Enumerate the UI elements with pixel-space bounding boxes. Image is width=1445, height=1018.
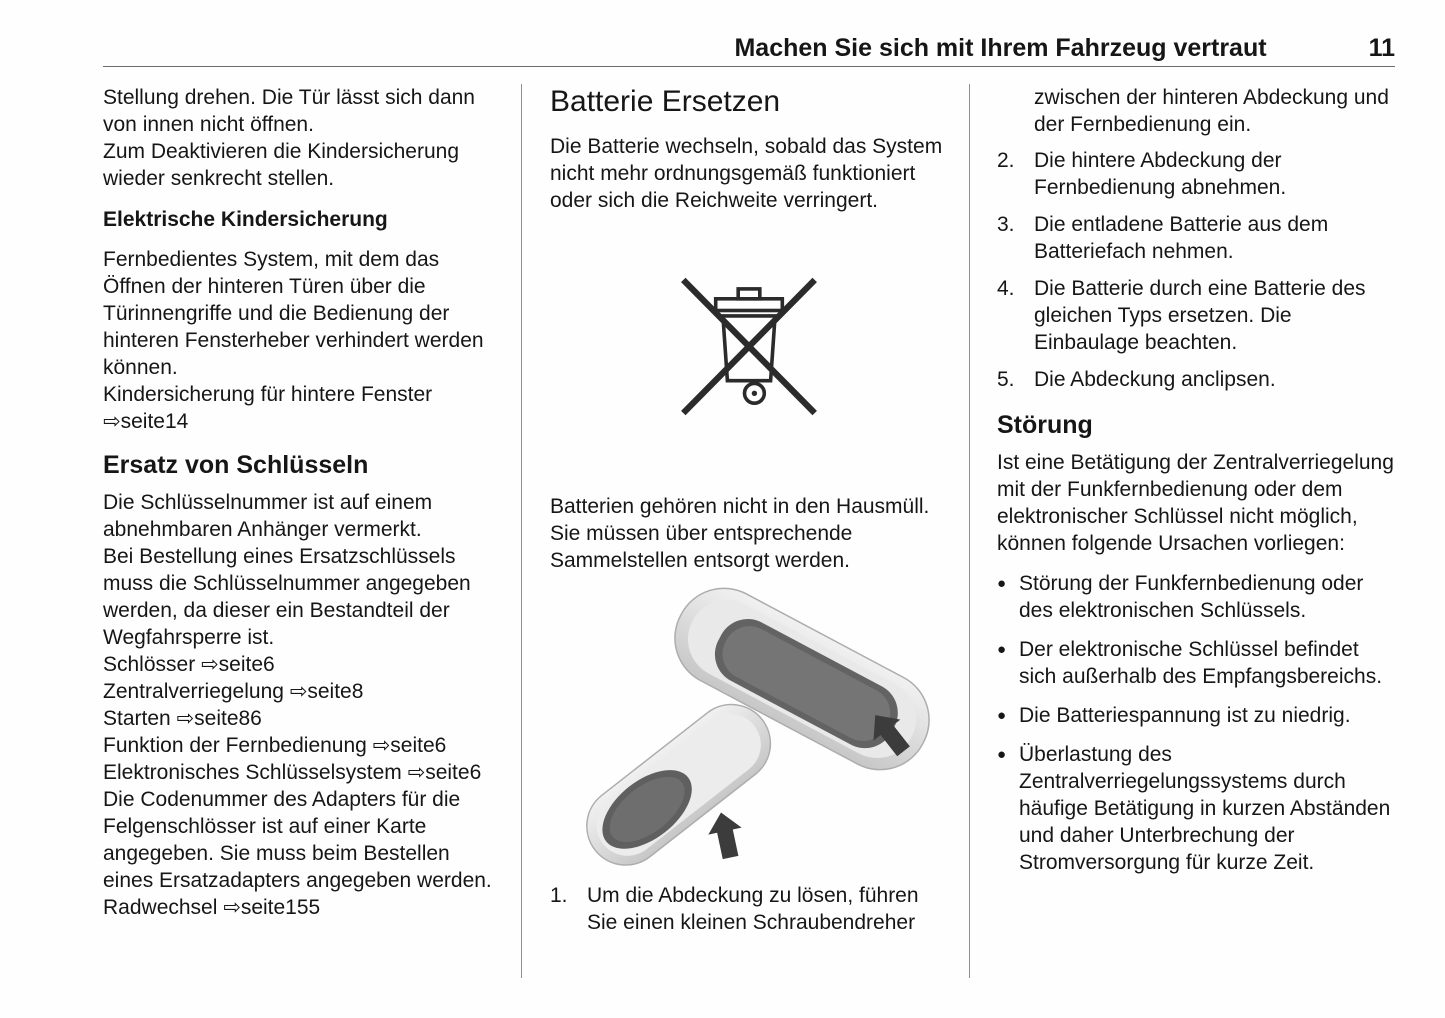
section-heading-ersatz-von-schluesseln: Ersatz von Schlüsseln [103, 451, 369, 479]
column-divider [521, 84, 522, 978]
step-continuation-text: zwischen der hinteren Abdeckung und der Fernbedienung ein. [1034, 86, 1389, 136]
numbered-step [997, 275, 1394, 356]
step-number: 4. [997, 277, 1015, 300]
page-reference-link: Elektronisches Schlüsselsystem ⇨seite6 [103, 761, 482, 784]
weee-crossed-out-wheeled-bin-icon [659, 270, 839, 423]
header-rule [103, 66, 1395, 67]
column-divider [969, 84, 970, 978]
paragraph: Batterien gehören nicht in den Hausmüll. Sie müssen über entsprechende Sammelstellen entsorgt werden. [550, 495, 930, 572]
bullet-item [997, 702, 1394, 729]
numbered-step [997, 366, 1394, 393]
bullet-icon: ● [997, 707, 1007, 724]
numbered-step [550, 882, 947, 936]
page-content [103, 84, 1394, 978]
bullet-text: Der elektronische Schlüssel befindet sich außerhalb des Empfangsbereichs. [1019, 638, 1383, 688]
page-reference-link: Schlösser ⇨seite6 [103, 653, 275, 676]
key-fob-battery-cover-photo [550, 584, 947, 874]
step-text: Die entladene Batterie aus dem Batteriefach nehmen. [1034, 213, 1329, 263]
column-right [997, 84, 1394, 978]
step-text: Die hintere Abdeckung der Fernbedienung abnehmen. [1034, 149, 1287, 199]
lower-cover-arrow-icon [704, 809, 747, 861]
step-number: 3. [997, 213, 1015, 236]
page-reference-link: Starten ⇨seite86 [103, 707, 262, 730]
section-heading-stoerung: Störung [997, 411, 1093, 439]
paragraph: Stellung drehen. Die Tür lässt sich dann von innen nicht öffnen. [103, 86, 475, 136]
bullet-text: Störung der Funkfernbedienung oder des elektronischen Schlüssels. [1019, 572, 1364, 622]
paragraph: Fernbedientes System, mit dem das Öffnen der hinteren Türen über die Türinnengriffe und die Bedienung der hinteren Fensterheber verhindert werden können. [103, 248, 484, 379]
bullet-icon: ● [997, 641, 1007, 658]
paragraph: Die Batterie wechseln, sobald das System nicht mehr ordnungsgemäß funktioniert oder sich die Reichweite verringert. [550, 135, 943, 212]
column-left [103, 84, 500, 978]
bullet-item [997, 636, 1394, 690]
numbered-step [997, 211, 1394, 265]
bullet-icon: ● [997, 746, 1007, 763]
bullet-item [997, 741, 1394, 876]
step-number: 2. [997, 149, 1015, 172]
subheading-elektrische-kindersicherung: Elektrische Kindersicherung [103, 208, 388, 231]
chapter-title: Machen Sie sich mit Ihrem Fahrzeug vertraut [734, 34, 1267, 62]
page-reference-link: Radwechsel ⇨seite155 [103, 896, 321, 919]
paragraph: Bei Bestellung eines Ersatzschlüssels muss die Schlüsselnummer angegeben werden, da dieser ein Bestandteil der Wegfahrsperre ist. [103, 545, 471, 649]
numbered-step [997, 147, 1394, 201]
page-reference-link: Zentralverriegelung ⇨seite8 [103, 680, 364, 703]
paragraph: Die Schlüsselnummer ist auf einem abnehmbaren Anhänger vermerkt. [103, 491, 433, 541]
paragraph: Zum Deaktivieren die Kindersicherung wieder senkrecht stellen. [103, 140, 460, 190]
lower-key-fob [571, 689, 786, 874]
page-reference-link: Funktion der Fernbedienung ⇨seite6 [103, 734, 447, 757]
step-number: 5. [997, 368, 1015, 391]
paragraph: Die Codenummer des Adapters für die Felgenschlösser ist auf einer Karte angegeben. Sie muss beim Bestellen eines Ersatzadapters angegeben werden. [103, 788, 492, 892]
page-number: 11 [1368, 34, 1395, 62]
paragraph-with-page-reference: Kindersicherung für hintere Fenster ⇨seite14 [103, 383, 433, 433]
bullet-text: Die Batteriespannung ist zu niedrig. [1019, 704, 1351, 727]
paragraph: Ist eine Betätigung der Zentralverriegelung mit der Funkfernbedienung oder dem elektronischer Schlüssel nicht möglich, können folgende Ursachen vorliegen: [997, 451, 1394, 555]
bullet-item [997, 570, 1394, 624]
bullet-text: Überlastung des Zentralverriegelungssystems durch häufige Betätigung in kurzen Abständen und daher Unterbrechung der Stromversorgung für kurze Zeit. [1019, 743, 1391, 874]
bullet-icon: ● [997, 575, 1007, 592]
step-text: Die Abdeckung anclipsen. [1034, 368, 1276, 391]
step-number: 1. [550, 884, 568, 907]
step-text: Die Batterie durch eine Batterie des gleichen Typs ersetzen. Die Einbaulage beachten. [1034, 277, 1366, 354]
column-middle [550, 84, 947, 978]
step-text: Um die Abdeckung zu lösen, führen Sie einen kleinen Schraubendreher [587, 884, 919, 934]
section-heading-batterie-ersetzen: Batterie Ersetzen [550, 85, 781, 118]
page-header [103, 34, 1395, 62]
